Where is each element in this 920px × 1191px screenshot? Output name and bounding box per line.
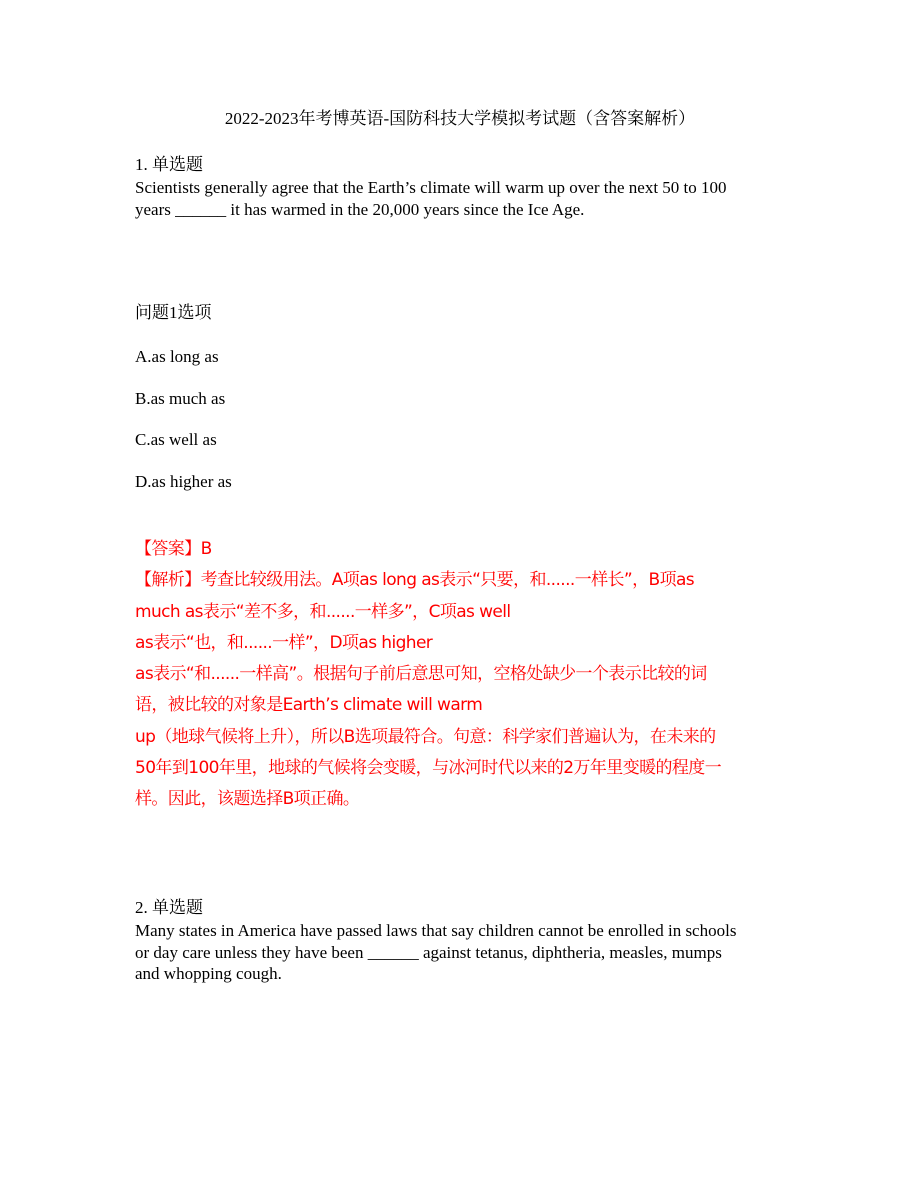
- question-1-analysis-line: 【解析】考查比较级用法。A项as long as表示“只要，和......一样长”，B项as: [135, 570, 695, 591]
- question-1-analysis-line: as表示“也，和......一样”，D项as higher: [135, 632, 433, 653]
- question-1-option-c: C.as well as: [135, 430, 217, 449]
- question-1-header: 1. 单选题: [135, 155, 203, 174]
- question-1-analysis-line: as表示“和......一样高”。根据句子前后意思可知，空格处缺少一个表示比较的词: [135, 664, 707, 685]
- question-1-text-line: Scientists generally agree that the Earth’s climate will warm up over the next 50 to 100: [135, 178, 727, 197]
- question-2-text-line: Many states in America have passed laws that say children cannot be enrolled in schools: [135, 921, 737, 940]
- question-2-text-line: or day care unless they have been ______ against tetanus, diphtheria, measles, mumps: [135, 942, 722, 962]
- question-1-text: [135, 177, 785, 220]
- question-2-text: [135, 920, 785, 985]
- question-1-options-header: 问题1选项: [135, 303, 212, 322]
- question-1-text-line: years ______ it has warmed in the 20,000 years since the Ice Age.: [135, 199, 585, 219]
- question-1-analysis-line: 50年到100年里，地球的气候将会变暖，与冰河时代以来的2万年里变暖的程度一: [135, 758, 722, 779]
- question-1-option-a: A.as long as: [135, 347, 219, 366]
- question-1-analysis-line: 语，被比较的对象是Earth’s climate will warm: [135, 695, 483, 716]
- question-1-answer: 【答案】B: [135, 539, 212, 559]
- question-1-analysis-line: much as表示“差不多，和......一样多”，C项as well: [135, 601, 511, 622]
- document-title: 2022-2023年考博英语-国防科技大学模拟考试题（含答案解析）: [224, 109, 696, 128]
- question-2-text-line: and whopping cough.: [135, 964, 282, 983]
- question-1-option-d: D.as higher as: [135, 472, 232, 491]
- question-1-analysis-line: up（地球气候将上升），所以B选项最符合。句意：科学家们普遍认为，在未来的: [135, 726, 716, 747]
- question-1-option-b: B.as much as: [135, 389, 226, 408]
- question-1-analysis-line: 样。因此，该题选择B项正确。: [135, 789, 360, 810]
- question-1-answer-block: [135, 534, 790, 816]
- question-2-header: 2. 单选题: [135, 898, 203, 917]
